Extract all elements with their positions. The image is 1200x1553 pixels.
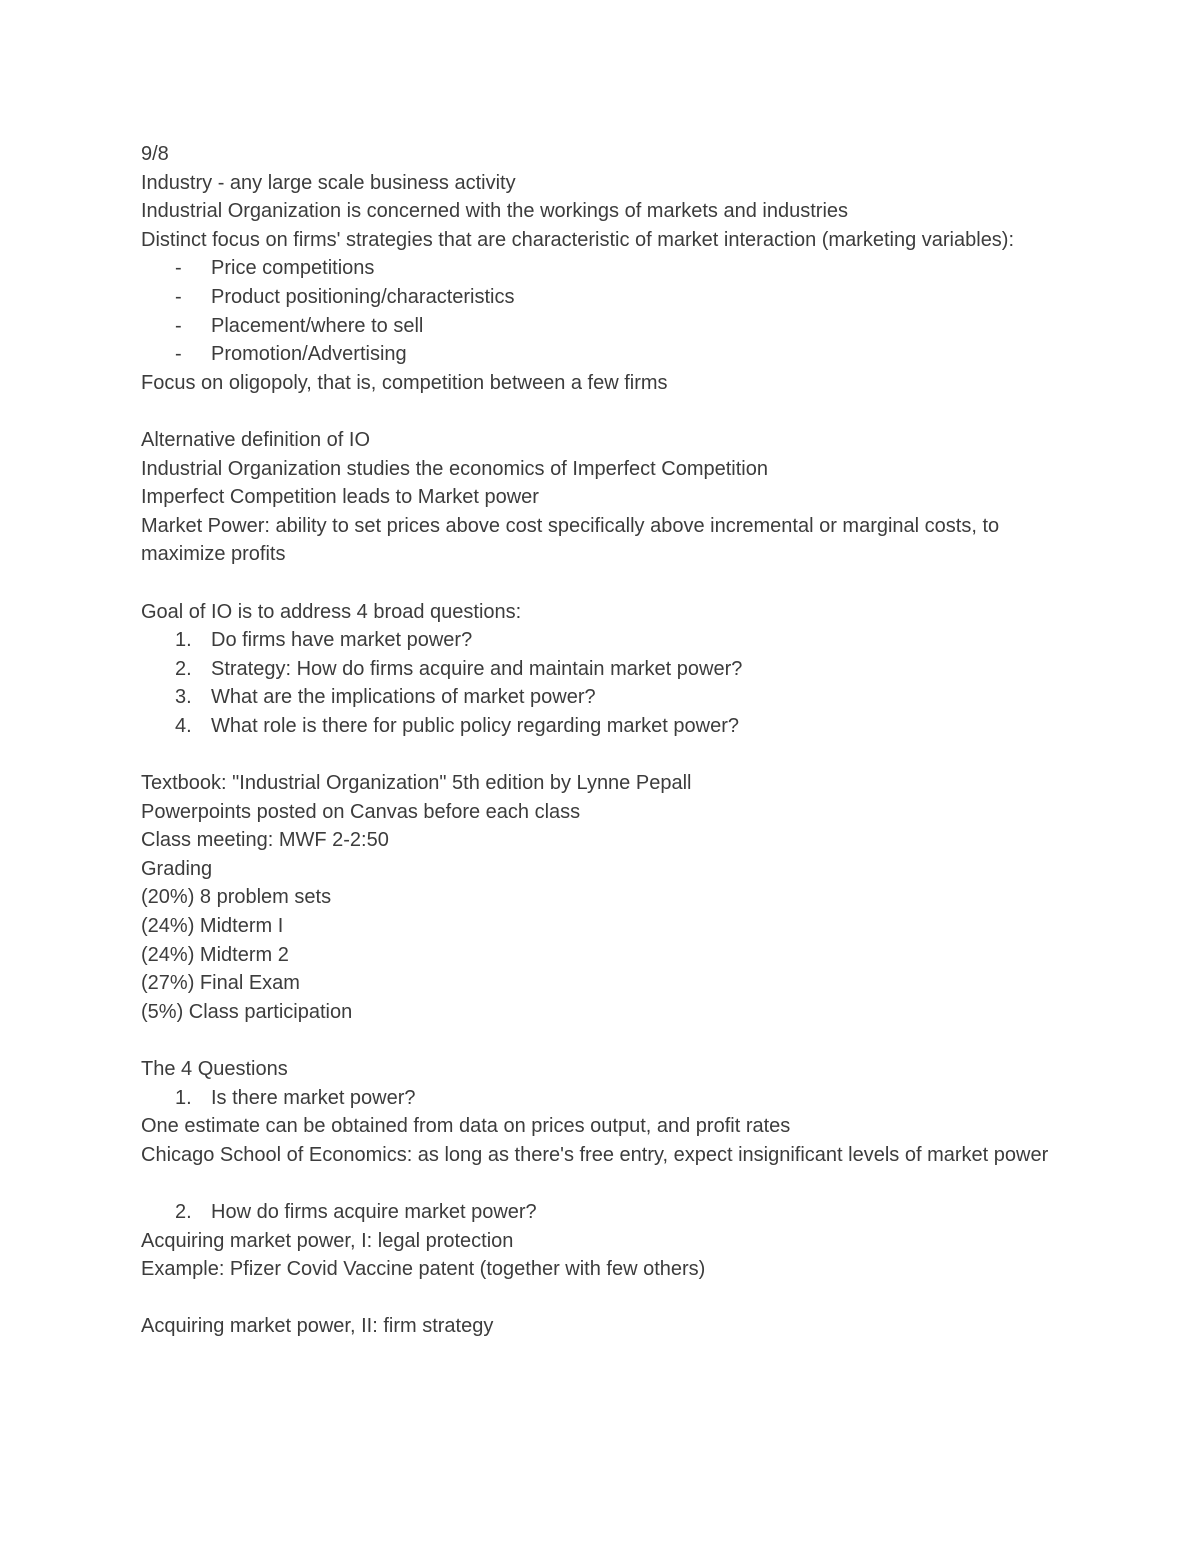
list-item	[141, 626, 1066, 655]
blank-line	[141, 397, 1066, 426]
alt-definition-title: Alternative definition of IO	[141, 428, 371, 451]
oligopoly-text: Focus on oligopoly, that is, competition between a few firms	[141, 371, 668, 394]
date-heading: 9/8	[141, 143, 169, 165]
goal-question: Strategy: How do firms acquire and maintain market power?	[211, 657, 743, 680]
question-1: Is there market power?	[211, 1086, 416, 1109]
goal-title: Goal of IO is to address 4 broad questions:	[141, 600, 522, 623]
four-questions-title: The 4 Questions	[141, 1058, 288, 1080]
bullet-dash: -	[175, 343, 182, 366]
blank-line	[141, 1169, 1066, 1198]
bullet-dash: -	[175, 285, 182, 308]
marketing-var: Promotion/Advertising	[211, 343, 407, 366]
powerpoints-text: Powerpoints posted on Canvas before each class	[141, 800, 581, 823]
list-number: 2.	[175, 1200, 192, 1223]
industry-definition: Industry - any large scale business activity	[141, 171, 516, 194]
grading-item: (24%) Midterm I	[141, 915, 284, 938]
document-page	[141, 140, 1066, 1341]
list-item	[141, 1084, 1066, 1113]
focus-firms-text: Distinct focus on firms' strategies that are characteristic of market interaction (marketing variables):	[141, 228, 1015, 251]
market-power-definition: Market Power: ability to set prices above cost specifically above incremental or marginal costs, to maximize profits	[141, 514, 1000, 566]
bullet-dash: -	[175, 257, 182, 280]
goal-question: What are the implications of market power?	[211, 686, 596, 709]
list-item	[141, 254, 1066, 283]
list-number: 3.	[175, 686, 192, 709]
class-meeting-text: Class meeting: MWF 2-2:50	[141, 829, 389, 852]
goal-question: Do firms have market power?	[211, 629, 473, 652]
blank-line	[141, 569, 1066, 598]
blank-line	[141, 740, 1066, 769]
list-item	[141, 683, 1066, 712]
textbook-text: Textbook: "Industrial Organization" 5th edition by Lynne Pepall	[141, 772, 692, 795]
grading-item: (27%) Final Exam	[141, 972, 300, 995]
list-item	[141, 655, 1066, 684]
blank-line	[141, 1026, 1066, 1055]
q2-legal-text: Acquiring market power, I: legal protection	[141, 1229, 514, 1252]
io-concern-text: Industrial Organization is concerned with the workings of markets and industries	[141, 200, 849, 223]
list-number: 2.	[175, 657, 192, 680]
list-item	[141, 283, 1066, 312]
marketing-var: Placement/where to sell	[211, 314, 424, 337]
list-number: 4.	[175, 714, 192, 737]
list-item	[141, 312, 1066, 341]
marketing-var: Product positioning/characteristics	[211, 285, 515, 308]
grading-item: (20%) 8 problem sets	[141, 886, 332, 909]
grading-item: (5%) Class participation	[141, 1000, 353, 1023]
grading-item: (24%) Midterm 2	[141, 943, 289, 966]
alt-definition-1: Industrial Organization studies the economics of Imperfect Competition	[141, 457, 768, 480]
list-number: 1.	[175, 629, 192, 652]
list-item	[141, 1198, 1066, 1227]
list-number: 1.	[175, 1086, 192, 1109]
q1-estimate-text: One estimate can be obtained from data on prices output, and profit rates	[141, 1115, 791, 1138]
q2-example-text: Example: Pfizer Covid Vaccine patent (together with few others)	[141, 1258, 706, 1281]
alt-definition-2: Imperfect Competition leads to Market power	[141, 486, 539, 509]
marketing-var: Price competitions	[211, 257, 375, 280]
blank-line	[141, 1284, 1066, 1313]
q2-strategy-text: Acquiring market power, II: firm strategy	[141, 1315, 494, 1338]
grading-title: Grading	[141, 857, 213, 880]
goal-question: What role is there for public policy regarding market power?	[211, 714, 740, 737]
list-item	[141, 712, 1066, 741]
q1-chicago-text: Chicago School of Economics: as long as there's free entry, expect insignificant levels of market power	[141, 1143, 1049, 1166]
bullet-dash: -	[175, 314, 182, 337]
list-item	[141, 340, 1066, 369]
question-2: How do firms acquire market power?	[211, 1200, 537, 1223]
